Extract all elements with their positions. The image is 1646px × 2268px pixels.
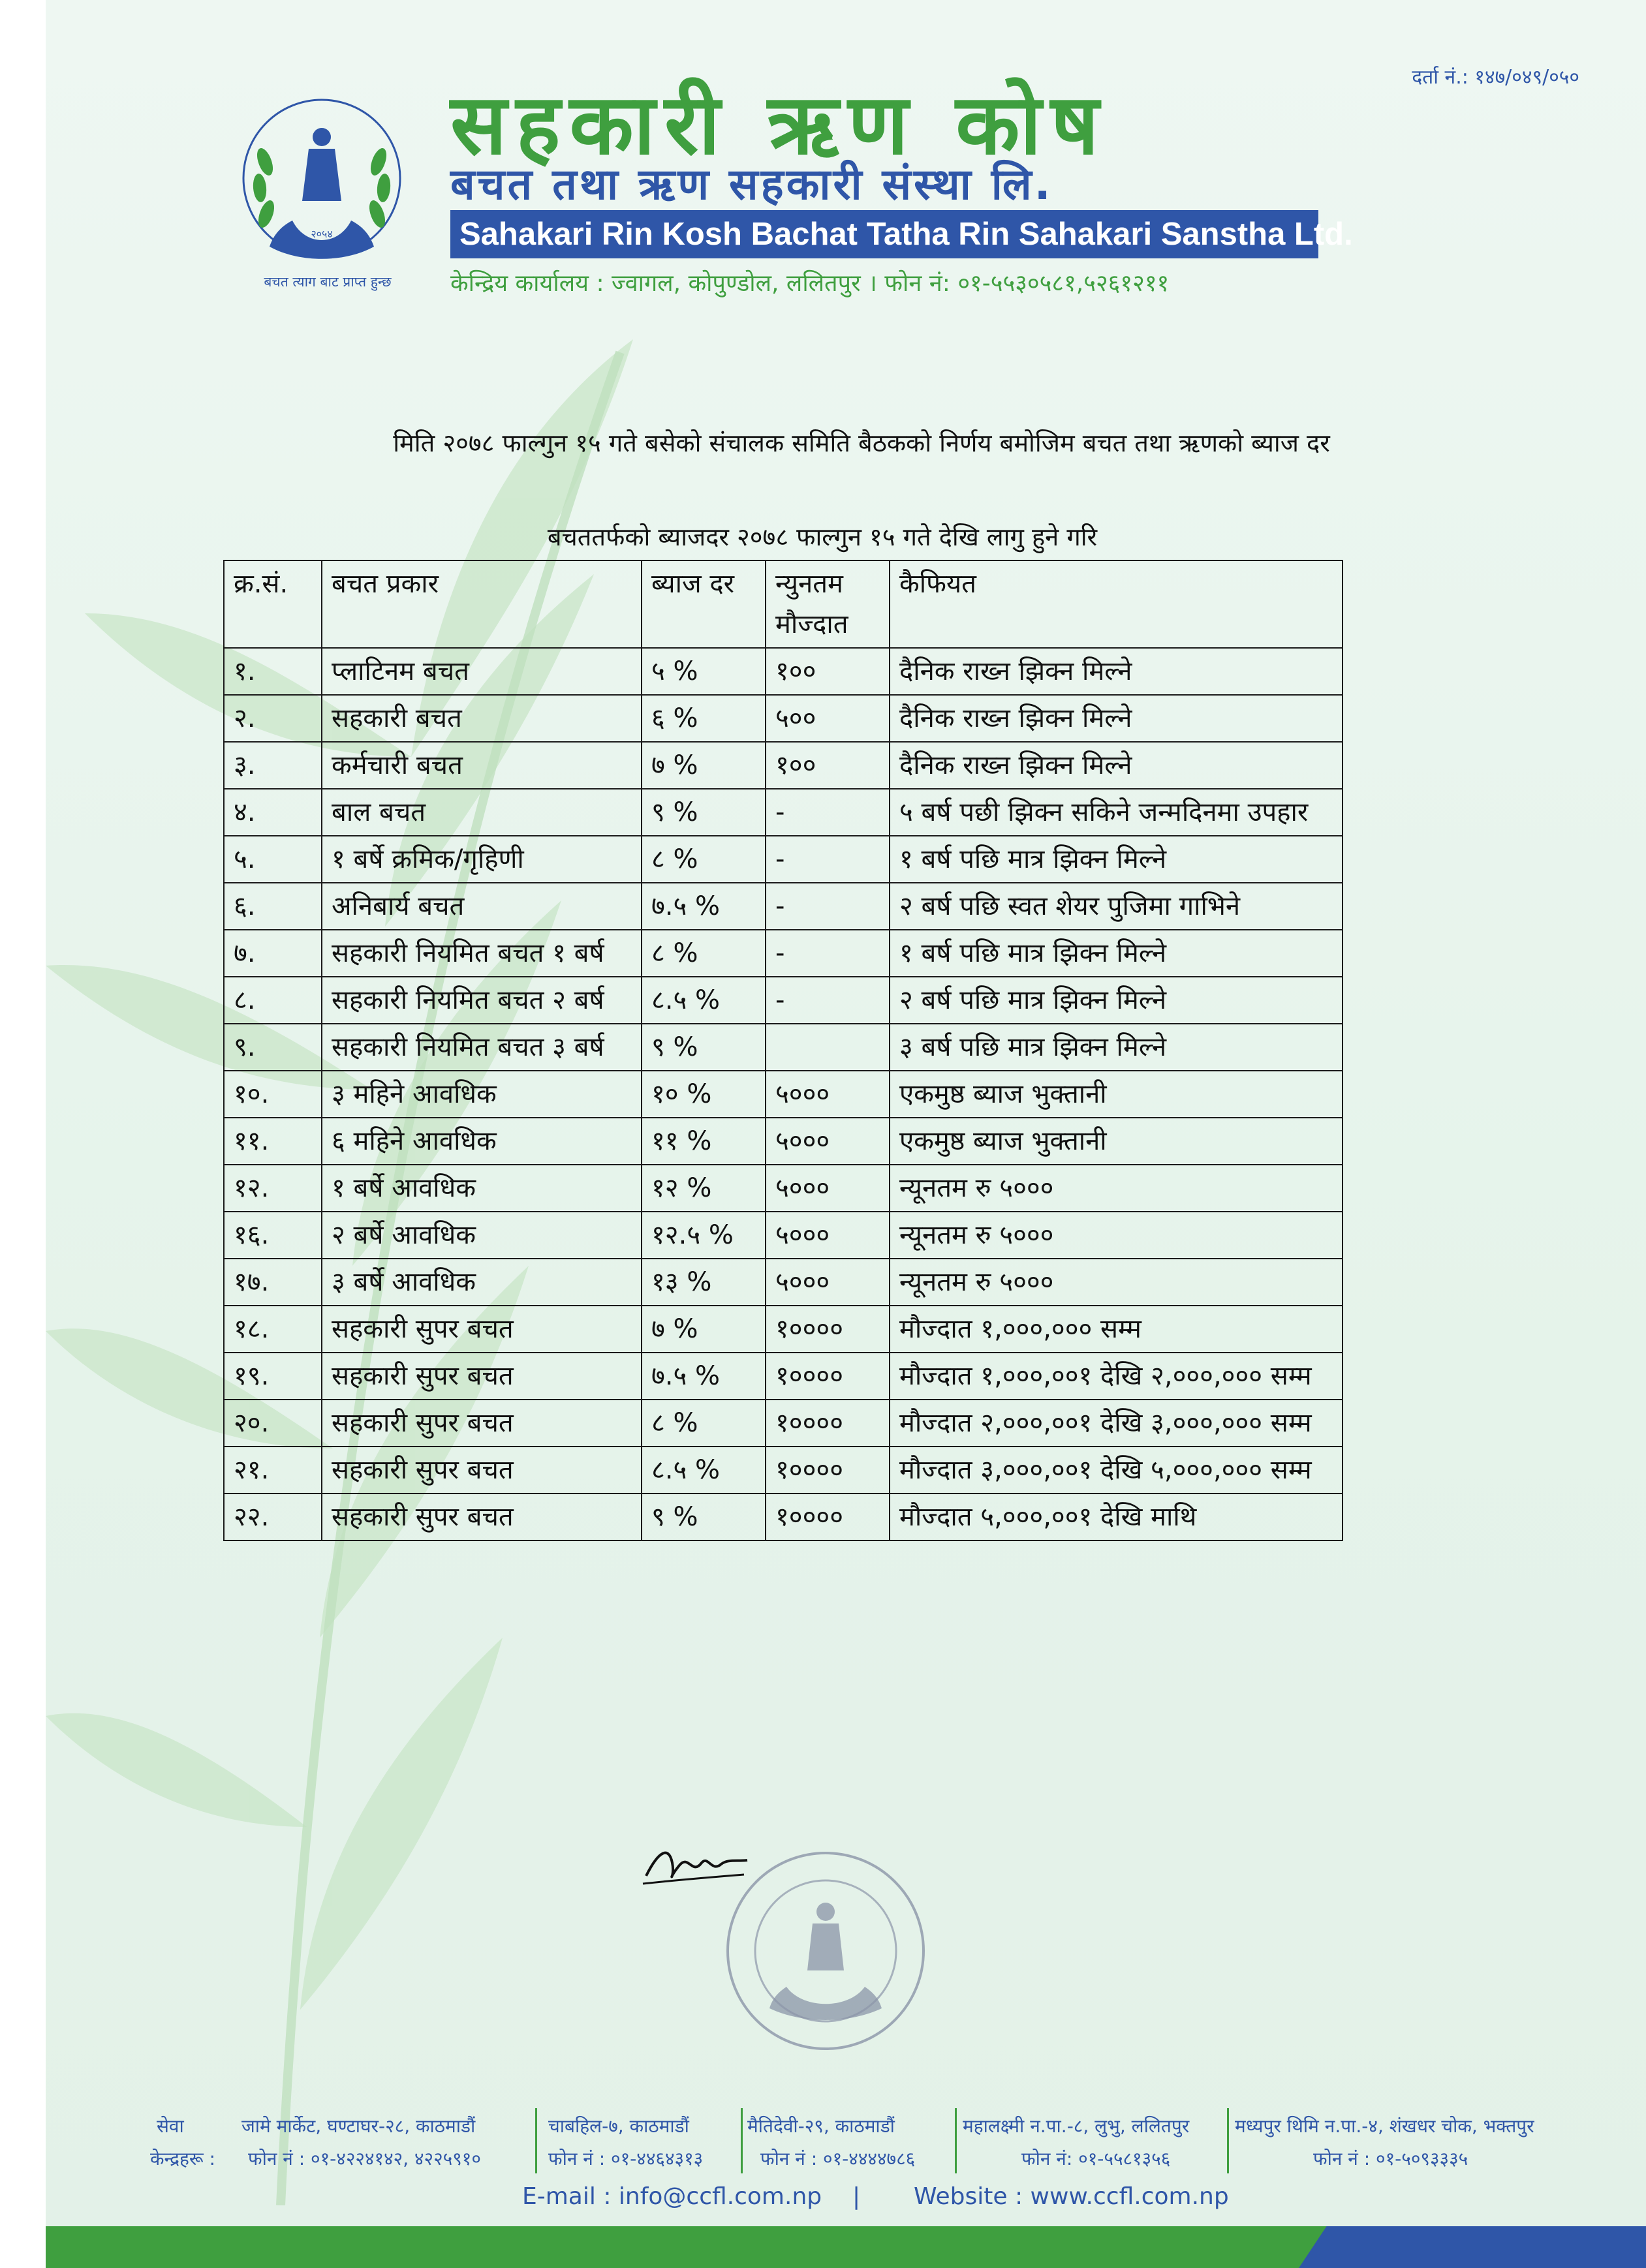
branch-phone: फोन नं : ०१-४४४४७८६ xyxy=(760,2148,916,2169)
row-serial: ८. xyxy=(224,977,322,1024)
branch-address: महालक्ष्मी न.पा.-८, लुभु, ललितपुर xyxy=(963,2115,1190,2137)
row-serial: ३. xyxy=(224,742,322,789)
row-remarks: मौज्दात २,०००,००१ देखि ३,०००,००० सम्म xyxy=(890,1400,1343,1447)
footer-branches xyxy=(117,2104,1579,2183)
table-row xyxy=(224,695,1343,742)
branch-address: चाबहिल-७, काठमाडौं xyxy=(548,2115,689,2137)
row-saving-type: ३ महिने आवधिक xyxy=(322,1071,642,1118)
row-saving-type: सहकारी सुपर बचत xyxy=(322,1306,642,1353)
row-saving-type: सहकारी सुपर बचत xyxy=(322,1353,642,1400)
row-serial: १०. xyxy=(224,1071,322,1118)
col-header-saving-type: बचत प्रकार xyxy=(322,560,642,648)
row-serial: ९. xyxy=(224,1024,322,1071)
row-remarks: ५ बर्ष पछी झिक्न सकिने जन्मदिनमा उपहार xyxy=(890,789,1343,836)
table-row xyxy=(224,930,1343,977)
row-remarks: मौज्दात ५,०००,००१ देखि माथि xyxy=(890,1494,1343,1540)
col-header-serial: क्र.सं. xyxy=(224,560,322,648)
row-saving-type: २ बर्षे आवधिक xyxy=(322,1212,642,1259)
row-saving-type: प्लाटिनम बचत xyxy=(322,648,642,695)
row-interest-rate: १२.५ % xyxy=(642,1212,766,1259)
row-minimum-balance: - xyxy=(766,789,890,836)
row-minimum-balance: १०००० xyxy=(766,1447,890,1494)
row-serial: १९. xyxy=(224,1353,322,1400)
table-row xyxy=(224,1400,1343,1447)
row-remarks: २ बर्ष पछि मात्र झिक्न मिल्ने xyxy=(890,977,1343,1024)
row-minimum-balance: १०००० xyxy=(766,1400,890,1447)
row-serial: १६. xyxy=(224,1212,322,1259)
row-saving-type: १ बर्षे आवधिक xyxy=(322,1165,642,1212)
row-minimum-balance: ५००० xyxy=(766,1259,890,1306)
row-minimum-balance: १०००० xyxy=(766,1494,890,1540)
row-minimum-balance: - xyxy=(766,930,890,977)
footer-contact-separator: | xyxy=(852,2183,861,2210)
row-interest-rate: ८ % xyxy=(642,930,766,977)
row-interest-rate: १० % xyxy=(642,1071,766,1118)
row-saving-type: सहकारी सुपर बचत xyxy=(322,1447,642,1494)
footer-separator xyxy=(1227,2108,1229,2173)
row-interest-rate: १३ % xyxy=(642,1259,766,1306)
row-minimum-balance: ५००० xyxy=(766,1071,890,1118)
organization-name-np: सहकारी ऋण कोष xyxy=(450,76,1108,174)
table-row xyxy=(224,1494,1343,1540)
table-row xyxy=(224,1165,1343,1212)
row-saving-type: ३ बर्षे आवधिक xyxy=(322,1259,642,1306)
row-saving-type: ६ महिने आवधिक xyxy=(322,1118,642,1165)
row-interest-rate: ९ % xyxy=(642,1024,766,1071)
scan-border xyxy=(0,0,46,2268)
row-serial: १२. xyxy=(224,1165,322,1212)
table-row xyxy=(224,1306,1343,1353)
branch-phone: फोन नं: ०१-५५८१३५६ xyxy=(1021,2148,1171,2169)
row-minimum-balance: ५००० xyxy=(766,1118,890,1165)
col-header-minimum-balance: न्युनतम मौज्दात xyxy=(766,560,890,648)
row-minimum-balance: - xyxy=(766,977,890,1024)
row-remarks: न्यूनतम रु ५००० xyxy=(890,1212,1343,1259)
official-seal xyxy=(721,1847,930,2055)
document-title: मिति २०७८ फाल्गुन १५ गते बसेको संचालक समिति बैठकको निर्णय बमोजिम बचत तथा ऋणको ब्याज दर xyxy=(393,429,1330,457)
row-serial: ६. xyxy=(224,883,322,930)
row-saving-type: सहकारी सुपर बचत xyxy=(322,1494,642,1540)
row-interest-rate: ६ % xyxy=(642,695,766,742)
row-serial: ४. xyxy=(224,789,322,836)
row-interest-rate: ११ % xyxy=(642,1118,766,1165)
row-serial: १८. xyxy=(224,1306,322,1353)
row-interest-rate: ५ % xyxy=(642,648,766,695)
table-row xyxy=(224,883,1343,930)
col-header-remarks: कैफियत xyxy=(890,560,1343,648)
row-remarks: मौज्दात ३,०००,००१ देखि ५,०००,००० सम्म xyxy=(890,1447,1343,1494)
row-minimum-balance: - xyxy=(766,836,890,883)
row-remarks: १ बर्ष पछि मात्र झिक्न मिल्ने xyxy=(890,836,1343,883)
row-remarks: न्यूनतम रु ५००० xyxy=(890,1259,1343,1306)
table-row xyxy=(224,1071,1343,1118)
row-minimum-balance: १०००० xyxy=(766,1353,890,1400)
table-row xyxy=(224,789,1343,836)
registration-number: दर्ता नं.: १४७/०४९/०५० xyxy=(1412,66,1579,89)
footer-separator xyxy=(955,2108,957,2173)
row-minimum-balance xyxy=(766,1024,890,1071)
row-minimum-balance: ५०० xyxy=(766,695,890,742)
row-saving-type: सहकारी बचत xyxy=(322,695,642,742)
row-serial: ७. xyxy=(224,930,322,977)
row-interest-rate: ८ % xyxy=(642,1400,766,1447)
row-interest-rate: ८ % xyxy=(642,836,766,883)
table-body xyxy=(224,648,1343,1540)
row-interest-rate: ७.५ % xyxy=(642,883,766,930)
row-saving-type: १ बर्षे क्रमिक/गृहिणी xyxy=(322,836,642,883)
row-saving-type: बाल बचत xyxy=(322,789,642,836)
table-row xyxy=(224,648,1343,695)
row-serial: १. xyxy=(224,648,322,695)
row-remarks: मौज्दात १,०००,००१ देखि २,०००,००० सम्म xyxy=(890,1353,1343,1400)
row-serial: ५. xyxy=(224,836,322,883)
row-remarks: २ बर्ष पछि स्वत शेयर पुजिमा गाभिने xyxy=(890,883,1343,930)
row-saving-type: सहकारी नियमित बचत ३ बर्ष xyxy=(322,1024,642,1071)
logo-year: २०५४ xyxy=(311,228,333,240)
row-serial: १७. xyxy=(224,1259,322,1306)
logo-motto: बचत त्याग बाट प्राप्त हुन्छ xyxy=(264,274,392,290)
row-remarks: एकमुष्ठ ब्याज भुक्तानी xyxy=(890,1071,1343,1118)
row-saving-type: सहकारी नियमित बचत २ बर्ष xyxy=(322,977,642,1024)
row-interest-rate: ९ % xyxy=(642,1494,766,1540)
row-serial: २. xyxy=(224,695,322,742)
row-interest-rate: ७ % xyxy=(642,742,766,789)
table-row xyxy=(224,742,1343,789)
footer-email: E-mail : info@ccfl.com.np xyxy=(522,2183,822,2210)
document-subtitle: बचततर्फको ब्याजदर २०७८ फाल्गुन १५ गते देखि लागु हुने गरि xyxy=(547,523,1098,551)
branch-address: जामे मार्केट, घण्टाघर-२८, काठमाडौं xyxy=(241,2115,476,2137)
table-row xyxy=(224,836,1343,883)
footer-label-seva: सेवा xyxy=(157,2115,184,2137)
row-remarks: दैनिक राख्न झिक्न मिल्ने xyxy=(890,648,1343,695)
central-office-address: केन्द्रिय कार्यालय : ज्वागल, कोपुण्डोल, ललितपुर । फोन नं: ०१-५५३०५८१,५२६१२११ xyxy=(450,270,1170,297)
branch-phone: फोन नं : ०१-४४६४३१३ xyxy=(548,2148,704,2169)
col-header-interest-rate: ब्याज दर xyxy=(642,560,766,648)
organization-name-en: Sahakari Rin Kosh Bachat Tatha Rin Sahakari Sanstha Ltd. xyxy=(450,210,1318,258)
row-interest-rate: १२ % xyxy=(642,1165,766,1212)
table-row xyxy=(224,1118,1343,1165)
row-remarks: मौज्दात १,०००,००० सम्म xyxy=(890,1306,1343,1353)
row-remarks: १ बर्ष पछि मात्र झिक्न मिल्ने xyxy=(890,930,1343,977)
row-minimum-balance: १०० xyxy=(766,742,890,789)
row-saving-type: कर्मचारी बचत xyxy=(322,742,642,789)
row-remarks: दैनिक राख्न झिक्न मिल्ने xyxy=(890,695,1343,742)
organization-subtitle-np: बचत तथा ऋण सहकारी संस्था लि. xyxy=(450,159,1053,209)
branch-address: मैतिदेवी-२९, काठमाडौं xyxy=(747,2115,895,2137)
row-remarks: न्यूनतम रु ५००० xyxy=(890,1165,1343,1212)
row-remarks: एकमुष्ठ ब्याज भुक्तानी xyxy=(890,1118,1343,1165)
row-interest-rate: ८.५ % xyxy=(642,1447,766,1494)
branch-phone: फोन नं : ०१-४२२४१४२, ४२२५९१० xyxy=(248,2148,481,2169)
branch-address: मध्यपुर थिमि न.पा.-४, शंखधर चोक, भक्तपुर xyxy=(1235,2115,1534,2137)
table-row xyxy=(224,1447,1343,1494)
row-minimum-balance: १०००० xyxy=(766,1306,890,1353)
branch-phone: फोन नं : ०१-५०९३३३५ xyxy=(1313,2148,1468,2169)
row-saving-type: अनिबार्य बचत xyxy=(322,883,642,930)
footer-website: Website : www.ccfl.com.np xyxy=(914,2183,1229,2210)
footer-label-centers: केन्द्रहरू : xyxy=(150,2148,215,2169)
row-interest-rate: ७.५ % xyxy=(642,1353,766,1400)
row-saving-type: सहकारी नियमित बचत १ बर्ष xyxy=(322,930,642,977)
table-row xyxy=(224,1259,1343,1306)
row-minimum-balance: ५००० xyxy=(766,1212,890,1259)
footer-separator xyxy=(535,2108,537,2173)
row-minimum-balance: १०० xyxy=(766,648,890,695)
row-serial: २०. xyxy=(224,1400,322,1447)
row-interest-rate: ८.५ % xyxy=(642,977,766,1024)
table-header-row xyxy=(224,560,1343,648)
row-interest-rate: ७ % xyxy=(642,1306,766,1353)
row-remarks: ३ बर्ष पछि मात्र झिक्न मिल्ने xyxy=(890,1024,1343,1071)
row-serial: ११. xyxy=(224,1118,322,1165)
interest-rate-table xyxy=(223,560,1343,1541)
table-row xyxy=(224,1212,1343,1259)
table-row xyxy=(224,1024,1343,1071)
row-minimum-balance: ५००० xyxy=(766,1165,890,1212)
row-saving-type: सहकारी सुपर बचत xyxy=(322,1400,642,1447)
row-interest-rate: ९ % xyxy=(642,789,766,836)
row-remarks: दैनिक राख्न झिक्न मिल्ने xyxy=(890,742,1343,789)
row-minimum-balance: - xyxy=(766,883,890,930)
table-row xyxy=(224,1353,1343,1400)
row-serial: २१. xyxy=(224,1447,322,1494)
table-row xyxy=(224,977,1343,1024)
row-serial: २२. xyxy=(224,1494,322,1540)
footer-separator xyxy=(741,2108,743,2173)
footer-blue-accent xyxy=(1299,2226,1646,2268)
